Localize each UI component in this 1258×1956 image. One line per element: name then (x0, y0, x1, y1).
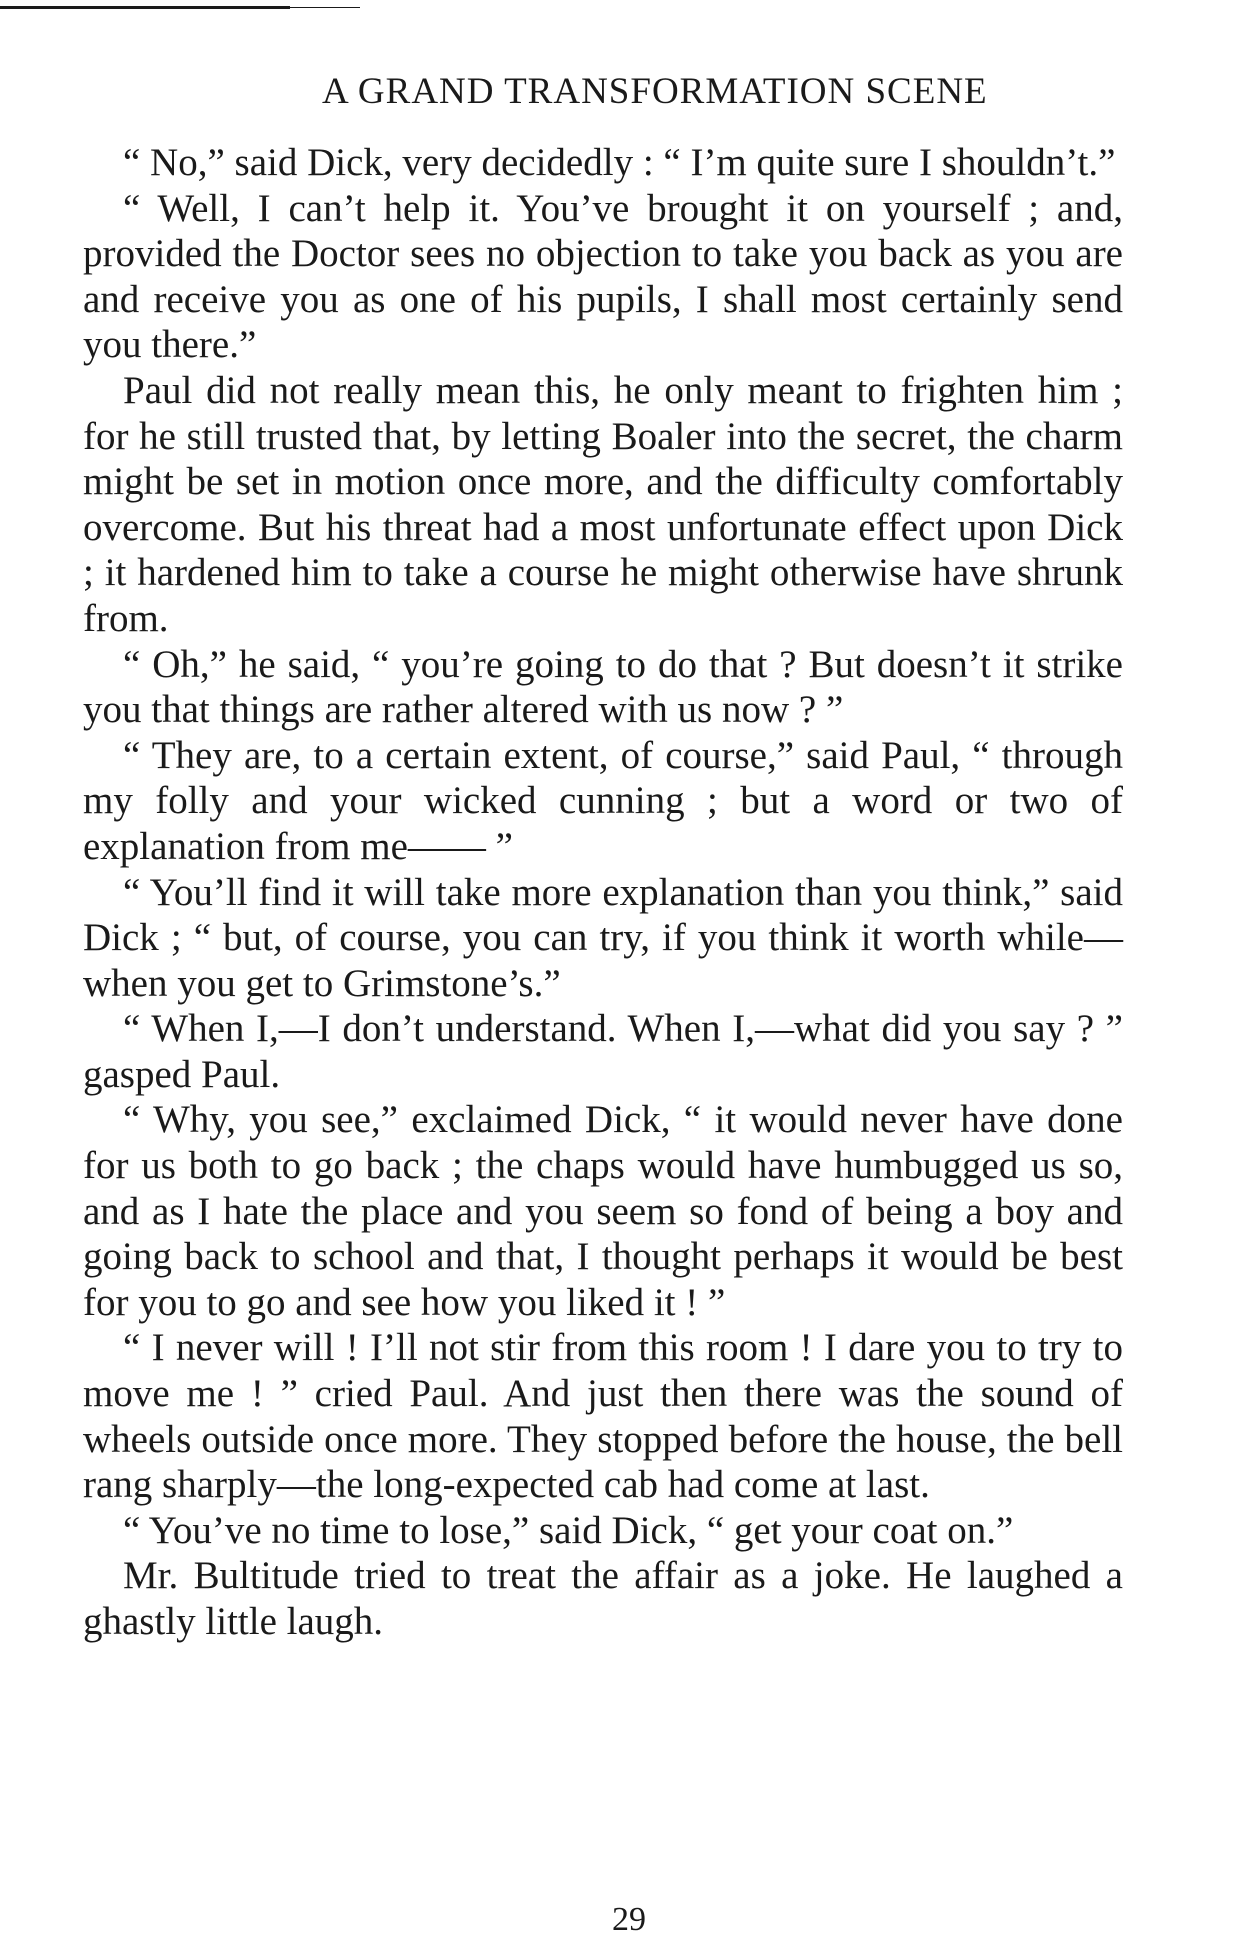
top-rule (0, 6, 290, 9)
paragraph-9: “ I never will ! I’ll not stir from this room ! I dare you to try to move me ! ” cried Paul. And just then there was the sound of wheels outside once more. They stopped before the house, the bell rang sharply—the long-expected cab had come at last. (83, 1326, 1123, 1507)
paragraph-4: “ Oh,” he said, “ you’re going to do that ? But doesn’t it strike you that things are rather altered with us now ? ” (83, 642, 1123, 732)
body-text (83, 140, 1123, 1645)
paragraph-6: “ You’ll find it will take more explanation than you think,” said Dick ; “ but, of course, you can try, if you think it worth while—when you get to Grimstone’s.” (83, 870, 1123, 1005)
paragraph-3: Paul did not really mean this, he only meant to frighten him ; for he still trusted that, by letting Boaler into the secret, the charm might be set in motion once more, and the difficulty comfortably overcome. But his threat had a most unfortunate effect upon Dick ; it hardened him to take a course he might otherwise have shrunk from. (83, 368, 1123, 640)
paragraph-1: “ No,” said Dick, very decidedly : “ I’m quite sure I shouldn’t.” (123, 141, 1116, 184)
paragraph-2: “ Well, I can’t help it. You’ve brought it on yourself ; and, provided the Doctor sees no objection to take you back as you are and receive you as one of his pupils, I shall most certainly send you there.” (83, 186, 1123, 367)
top-rule-tail (290, 7, 360, 8)
paragraph-5: “ They are, to a certain extent, of course,” said Paul, “ through my folly and your wicked cunning ; but a word or two of explanation from me—— ” (83, 733, 1123, 868)
paragraph-7: “ When I,—I don’t understand. When I,—what did you say ? ” gasped Paul. (83, 1007, 1123, 1096)
running-header: A GRAND TRANSFORMATION SCENE (322, 71, 988, 112)
paragraph-10: “ You’ve no time to lose,” said Dick, “ get your coat on.” (123, 1508, 1014, 1552)
paragraph-8: “ Why, you see,” exclaimed Dick, “ it would never have done for us both to go back ; the chaps would have humbugged us so, and as I hate the place and you seem so fond of being a boy and going back to school and that, I thought perhaps it would be best for you to go and see how you liked it ! ” (83, 1098, 1123, 1324)
page-number: 29 (612, 1901, 646, 1938)
paragraph-11: Mr. Bultitude tried to treat the affair as a joke. He laughed a ghastly little laugh. (83, 1554, 1123, 1643)
